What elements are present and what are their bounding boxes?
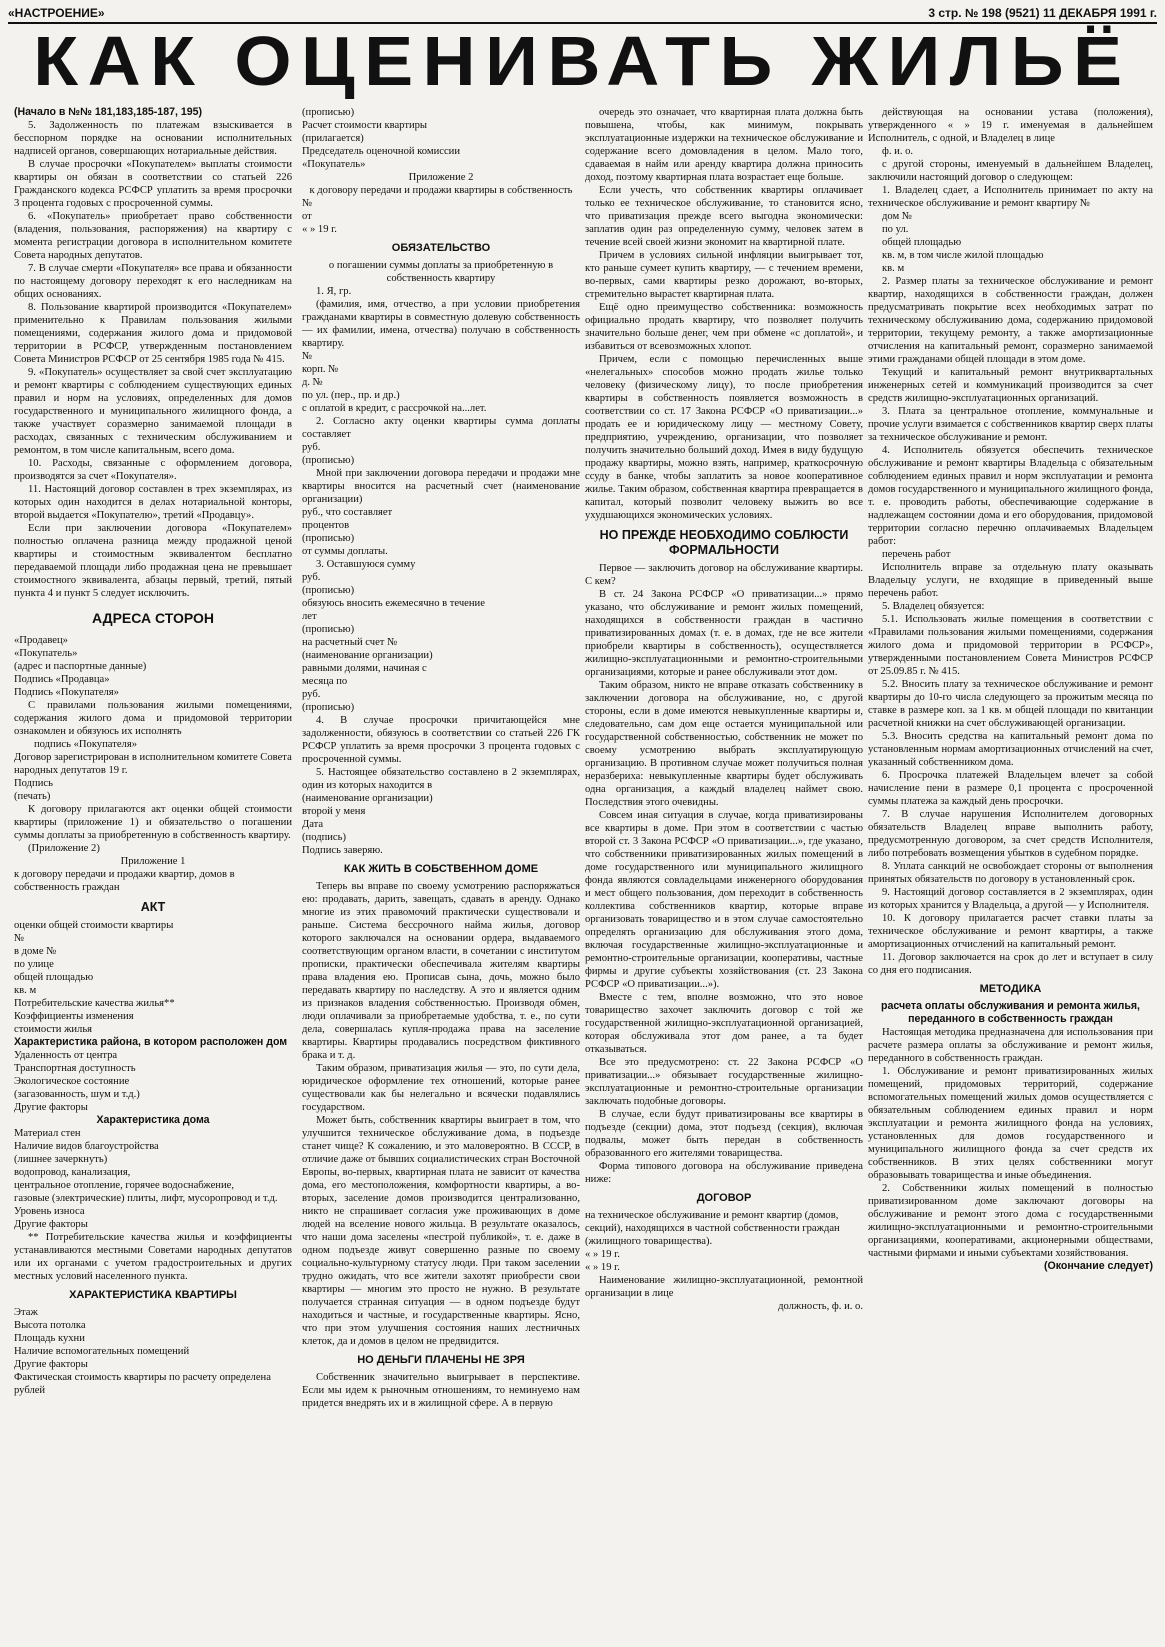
- text-line: месяца по: [302, 676, 348, 687]
- intro-note: (Начало в №№ 181,183,185-187, 195): [14, 106, 203, 118]
- text-line: 8. Уплата санкций не освобождает стороны от выполнения принятых обязательств по договору в установленный срок.: [868, 861, 1153, 885]
- text-line: Форма типового договора на обслуживание приведена ниже:: [585, 1161, 863, 1185]
- text-line: 5.1. Использовать жилые помещения в соответствии с «Правилами пользования жилыми помещениями, содержания жилого дома и придомовой территории в РСФСР», утвержденными постановлением Совета Министров РСФСР от 25.09.85 г. № 415.: [868, 614, 1153, 677]
- column-2: [302, 106, 580, 1641]
- obl-p2: 2. Согласно акту оценки квартиры сумма доплаты составляет: [302, 416, 580, 440]
- text-line: на расчетный счет №: [302, 637, 398, 648]
- col4-paras: [868, 106, 1153, 977]
- text-line: действующая на основании устава (положения), утвержденного « » 19 г. именуемая в дальнейшем Исполнитель, с одной, и Владелец в лице: [868, 107, 1153, 144]
- text-line: от суммы доплаты.: [302, 546, 388, 557]
- text-line: (лишнее зачеркнуть): [14, 1154, 108, 1165]
- addr-lines: [14, 634, 292, 699]
- text-line: Исполнитель вправе за отдельную плату оказывать Владельцу услуги, не входящие в приведенный выше перечень работ.: [868, 562, 1153, 599]
- no-lines: [302, 197, 580, 236]
- text-line: 8. Пользование квартирой производится «Покупателем» применительно к Правилам пользования жилыми помещениями, содержания жилого дома и придомовой территории в РСФСР, утвержденным постановлением Совета Министров РСФСР от 25 сентября 1985 года № 415.: [14, 302, 292, 365]
- col1-paras: [14, 119, 292, 600]
- text-line: стоимости жилья: [14, 1024, 93, 1035]
- text-line: корп. №: [302, 364, 339, 375]
- flat-title: ХАРАКТЕРИСТИКА КВАРТИРЫ: [69, 1289, 237, 1301]
- text-line: кв. м: [882, 263, 905, 274]
- act-title: АКТ: [140, 900, 166, 914]
- text-line: руб.: [302, 689, 321, 700]
- text-line: 5. Задолженность по платежам взыскивается в бесспорном порядке на основании исполнительных надписей органов, совершающих нотариальные действия.: [14, 120, 292, 157]
- text-line: Подпись «Продавца»: [14, 674, 110, 685]
- col3-paras2: [585, 562, 863, 1186]
- text-line: 6. Просрочка платежей Владельцем влечет за собой начисление пени в размере 0,1 процента с просроченной суммы платежа за каждый день просрочки.: [868, 770, 1153, 807]
- live-title: КАК ЖИТЬ В СОБСТВЕННОМ ДОМЕ: [343, 863, 539, 875]
- text-line: Потребительские качества жилья**: [14, 998, 175, 1009]
- flat-lines: [14, 1306, 292, 1397]
- text-line: 10. Расходы, связанные с оформлением договора, производятся за счет «Покупателя».: [14, 458, 292, 482]
- text-line: обязуюсь вносить ежемесячно в течение: [302, 598, 485, 609]
- text-line: Уровень износа: [14, 1206, 85, 1217]
- text-line: Другие факторы: [14, 1219, 88, 1230]
- obl-p1: 1. Я, гр.: [316, 286, 352, 297]
- text-line: Первое — заключить договор на обслуживание квартиры. С кем?: [585, 563, 863, 587]
- text-line: (прописью): [302, 533, 355, 544]
- dog-title: ДОГОВОР: [696, 1192, 752, 1204]
- rules-text: С правилами пользования жилыми помещениями, содержания жилого дома и придомовой территории ознакомлен и обязуюсь их исполнять: [14, 700, 292, 737]
- text-line: 6. «Покупатель» приобретает право собственности (владения, пользования, распоряжения) на квартиру с момента регистрации договора в исполнительном комитете Совета народных депутатов.: [14, 211, 292, 261]
- col4-paras2: [868, 1026, 1153, 1260]
- text-line: « » 19 г.: [302, 224, 337, 235]
- method-title: МЕТОДИКА: [979, 983, 1042, 995]
- text-line: «Покупатель»: [302, 159, 366, 170]
- obl-p4: 4. В случае просрочки причитающейся мне задолженности, обязуюсь в соответствии со статьей 226 ГК РСФСР уплатить за время просрочки 3 процента годовых с просроченной суммы.: [302, 715, 580, 765]
- house-lines: [14, 1127, 292, 1231]
- text-line: процентов: [302, 520, 350, 531]
- text-line: Транспортная доступность: [14, 1063, 136, 1074]
- text-line: Высота потолка: [14, 1320, 86, 1331]
- text-line: Вместе с тем, вполне возможно, что это новое товарищество захочет заключить договор с той же государственной жилищно-эксплуатационной организацией, которая обслуживала этот дом ранее, а та будет отказываться.: [585, 992, 863, 1055]
- text-line: Наличие видов благоустройства: [14, 1141, 159, 1152]
- text-line: В ст. 24 Закона РСФСР «О приватизации...» прямо указано, что обслуживание и ремонт жилых помещений, находящихся в собственности граждан в частично приватизированных домах (т. е. в домах, где не все жители приобрели квартиры в собственность), осуществляется жилищно-эксплуатационными и ремонтно-строительными организациями, которые и ранее обслуживали этот дом.: [585, 589, 863, 678]
- sign-label: Подпись: [14, 778, 53, 789]
- text-line: Причем в условиях сильной инфляции выигрывает тот, кто раньше сумеет купить квартиру, — с течением времени, во-первых, сами квартиры резко дорожают, во-вторых, стремительно вырастет квартирная плата.: [585, 250, 863, 300]
- text-line: «Продавец»: [14, 635, 68, 646]
- text-line: Другие факторы: [14, 1102, 88, 1113]
- column-4: [868, 106, 1153, 1641]
- district-lines: [14, 1049, 292, 1114]
- district-title: Характеристика района, в котором расположен дом: [14, 1036, 288, 1048]
- text-line: «Покупатель»: [14, 648, 78, 659]
- dog-end2: должность, ф. и. о.: [778, 1301, 863, 1312]
- text-line: равными долями, начиная с: [302, 663, 427, 674]
- form-title: НО ПРЕЖДЕ НЕОБХОДИМО СОБЛЮСТИ ФОРМАЛЬНОСТИ: [599, 528, 849, 557]
- text-line: Может быть, собственник квартиры выиграет в том, что улучшится техническое обслуживание дома, в подъезде станет чище? К сожалению, и это маловероятно. В СССР, в отличие даже от бывших социалистических стран Восточной Европы, во-первых, квартирная плата не зависит от качества дома, его местоположения, комфортности квартиры, а во-вторых, заселение домов производится централизованно, никто не спрашивает согласия уже проживающих в доме людей на вселение нового жильца. В результате оказалось, что наши дома заселены «пестрой публикой», т. е. даже в одном подъезде живут совершенно разные по своему социально-культурному статусу люди. При таком заселении трудно ожидать, что все жители захотят приобрести свои квартиры — многим это просто не нужно. В результате получается странная ситуация — в одном подъезде будут находиться и частные, и государственные квартиры. Ясно, что при этом улучшения состояния наших лестничных клеток, да и домов в целом не предвидится.: [302, 1115, 580, 1347]
- text-line: (прописью): [302, 107, 355, 118]
- dog-sub: на техническое обслуживание и ремонт квартир (домов, секций), находящихся в частной собственности граждан (жилищного товарищества).: [585, 1210, 840, 1247]
- text-line: д. №: [302, 377, 323, 388]
- live-paras: [302, 880, 580, 1348]
- obl-p2-lines2: [302, 506, 580, 558]
- obl-p3: 3. Оставшуюся сумму: [316, 559, 416, 570]
- text-line: по улице: [14, 959, 54, 970]
- text-line: Экологическое состояние: [14, 1076, 130, 1087]
- text-line: газовые (электрические) плиты, лифт, мусоропровод и т.д.: [14, 1193, 278, 1204]
- text-line: Подпись «Покупателя»: [14, 687, 119, 698]
- text-line: 11. Настоящий договор составлен в трех экземплярах, из которых один находится в делах нотариальной конторы, второй выдается «Покупателю», третий «Продавцу».: [14, 484, 292, 521]
- col2-top-lines: [302, 106, 580, 171]
- date-lines: [585, 1248, 863, 1274]
- obl-p2b: Мной при заключении договора передачи и продажи мне квартиры вносится на расчетный счет (наименование организации): [302, 468, 580, 505]
- money-title: НО ДЕНЬГИ ПЛАЧЕНЫ НЕ ЗРЯ: [357, 1354, 525, 1366]
- text-line: кв. м: [14, 985, 37, 996]
- text-line: оценки общей стоимости квартиры: [14, 920, 174, 931]
- issue-info: 3 стр. № 198 (9521) 11 ДЕКАБРЯ 1991 г.: [928, 6, 1157, 20]
- column-1: [14, 106, 292, 1641]
- text-line: 10. К договору прилагается расчет ставки платы за техническое обслуживание и ремонт квартиры, а также амортизационных отчислений на капитальный ремонт.: [868, 913, 1153, 950]
- text-line: 5.2. Вносить плату за техническое обслуживание и ремонт квартиры до 10-го числа следующего за прожитым месяца по ставке в размере коп. за 1 кв. м общей площади по квитанции расчетной книжки на счет обслуживающей организации.: [868, 679, 1153, 729]
- app1-label: Приложение 1: [120, 856, 186, 867]
- text-line: 9. «Покупатель» осуществляет за свой счет эксплуатацию и ремонт квартиры с соблюдением существующих единых правил и норм на условиях, определенных для домов государственного и муниципального жилищного фонда, а также участвует соразмерно занимаемой площади в расходах, связанных с техническим обслуживанием и ремонтом, в том числе капитальным, всего дома.: [14, 367, 292, 456]
- app2-label: Приложение 2: [408, 172, 474, 183]
- text-line: В случае, если будут приватизированы все квартиры в подъезде (секции) дома, этот подъезд (секция), включая подвалы, может быть передан в собственность образованного его жителями товарищества.: [585, 1109, 863, 1159]
- text-line: « » 19 г.: [585, 1262, 620, 1273]
- text-line: 1. Обслуживание и ремонт приватизированных жилых помещений, придомовых территорий, содержание вспомогательных помещений жилых домов осуществляется с обязательным соблюдением единых правил и норм эксплуатации и ремонта жилищного фонда на условиях, установленных для домов государственного и муниципального жилищного фонда за счет средств их собственников. В этих целях собственники могут образовывать товарищества и иные объединения.: [868, 1066, 1153, 1181]
- text-line: Совсем иная ситуация в случае, когда приватизированы все квартиры в доме. При этом в соответствии с частью второй ст. 3 Закона РСФСР «О приватизации...», где указано, что собственники приватизированных жилых помещений в доме государственного или муниципального жилищного фонда являются совладельцами инженерного оборудования и мест общего пользования, дом переходит в собственность коллектива собственников квартир, которые вправе организовать товарищество и в этом случае самостоятельно определять организацию для обслуживания этого дома, включая государственные жилищно-эксплуатационные и ремонтно-строительные организации, кооперативы, частные фирмы и другие субъекты хозяйствования (ст. 23 Закона РСФСР «О приватизации...»).: [585, 810, 863, 990]
- text-line: 3. Плата за центральное отопление, коммунальные и прочие услуги взимается с собственников квартир сверх платы за техническое обслуживание и ремонт.: [868, 406, 1153, 443]
- attach-text: К договору прилагаются акт оценки общей стоимости квартиры (приложение 1) и обязательство о погашении суммы доплаты за приобретенную в собственность квартиру.: [14, 804, 292, 841]
- text-line: (загазованность, шум и т.д.): [14, 1089, 140, 1100]
- text-line: лет: [302, 611, 317, 622]
- text-line: дом №: [882, 211, 912, 222]
- text-line: руб.: [302, 442, 321, 453]
- text-line: Если при заключении договора «Покупателем» полностью оплачена разница между продажной ценой квартиры и стоимостным эквивалентом бесплатно передаваемой площади либо продажная цена не превышает стоимостного эквивалента, абзацы первый, третий, пятый пункта 4 и пункт 5 следует исключить.: [14, 523, 292, 599]
- footnote: ** Потребительские качества жилья и коэффициенты устанавливаются местными Советами народных депутатов или их органами с учетом градостроительных и других местных условий населенного пункта.: [14, 1232, 292, 1282]
- text-line: 2. Размер платы за техническое обслуживание и ремонт квартир, находящихся в собственности граждан, должен предусматривать покрытие всех необходимых затрат по техническому обслуживанию дома, содержанию придомовой территории, текущему ремонту, а также амортизационные отчисления на капитальный ремонт, соразмерно занимаемой этими гражданами общей площади в этом доме.: [868, 276, 1153, 365]
- text-line: Коэффициенты изменения: [14, 1011, 134, 1022]
- text-line: (адрес и паспортные данные): [14, 661, 147, 672]
- text-line: Материал стен: [14, 1128, 81, 1139]
- text-line: с другой стороны, именуемый в дальнейшем Владелец, заключили настоящий договор о следующем:: [868, 159, 1153, 183]
- text-line: 2. Собственники жилых помещений в полностью приватизированном доме заключают договоры на обслуживание и ремонт этого дома с государственными жилищно-эксплуатационными и ремонтно-строительными организациями, кооперативами, акционерными обществами, частными фирмами и иными субъектами хозяйствования.: [868, 1183, 1153, 1259]
- text-line: рублей: [14, 1385, 46, 1396]
- text-line: №: [302, 198, 313, 209]
- text-line: Теперь вы вправе по своему усмотрению распоряжаться ею: продавать, дарить, завещать, сдавать в аренду. Однако многие из этих правомочий практически существовали и раньше. Система бессрочного найма жилья, договор которого заключался на основании ордера, выдаваемого соответствующим органом власти, в сочетании с институтом прописки, практически обеспечивала жителям квартиры права владения ею. Прописав сына, дочь, можно было передавать квартиру по наследству. А это и является одним из признаков владения собственностью. Производя обмен, люди оплачивали за приобретаемые удобства, т. е., по сути дела, совершалась купля-продажа права на заселение квартиры. Квартиры продавались посредством фиктивного брака и т. д.: [302, 881, 580, 1061]
- text-line: с оплатой в кредит, с рассрочкой на...лет.: [302, 403, 487, 414]
- text-line: (прописью): [302, 702, 355, 713]
- seal-label: (печать): [14, 791, 51, 802]
- text-line: 9. Настоящий договор составляется в 2 экземплярах, один из которых хранится у Владельца, а другой — у Исполнителя.: [868, 887, 1153, 911]
- text-line: второй у меня: [302, 806, 366, 817]
- obl-p5: 5. Настоящее обязательство составлено в 2 экземплярах, один из которых находится в: [302, 767, 580, 791]
- ending: (Окончание следует): [1043, 1260, 1153, 1272]
- obl-p1b: (фамилия, имя, отчество, а при условии приобретения гражданами квартиры в совместную долевую собственность — их фамилии, имена, отчества) получаю в собственность квартиру.: [302, 299, 580, 349]
- text-line: Наличие вспомогательных помещений: [14, 1346, 190, 1357]
- text-line: « » 19 г.: [585, 1249, 620, 1260]
- text-line: Ещё одно преимущество собственника: возможность официально продать квартиру, что позволяет получить значительно больше денег, чем при обмене «с доплатой», и избавиться от всевозможных хлопот.: [585, 302, 863, 352]
- text-line: Председатель оценочной комиссии: [302, 146, 461, 157]
- text-line: Подпись заверяю.: [302, 845, 383, 856]
- headline: КАК ОЦЕНИВАТЬ ЖИЛЬЁ: [33, 22, 1132, 100]
- money-para: Собственник значительно выигрывает в перспективе. Если мы идем к рыночным отношениям, то неминуемо нам придется внедрять их и в жилищной сфере. А в первую: [302, 1372, 580, 1409]
- text-line: водопровод, канализация,: [14, 1167, 131, 1178]
- text-line: 7. В случае смерти «Покупателя» все права и обязанности по настоящему договору переходят к его наследникам на общих основаниях.: [14, 263, 292, 300]
- obl-title: ОБЯЗАТЕЛЬСТВО: [391, 242, 491, 254]
- app1-to: к договору передачи и продажи квартир, домов в собственность граждан: [14, 869, 235, 893]
- text-line: 1. Владелец сдает, а Исполнитель принимает по акту на техническое обслуживание и ремонт квартиру №: [868, 185, 1153, 209]
- text-line: Другие факторы: [14, 1359, 88, 1370]
- text-line: по ул.: [882, 224, 909, 235]
- text-line: Этаж: [14, 1307, 38, 1318]
- text-line: Все это предусмотрено: ст. 22 Закона РСФСР «О приватизации...» обязывает государственные жилищно-эксплуатационные и ремонтно-строительные организации заключать подобные договоры.: [585, 1057, 863, 1107]
- text-line: 11. Договор заключается на срок до лет и вступает в силу со дня его подписания.: [868, 952, 1153, 976]
- text-line: руб., что составляет: [302, 507, 393, 518]
- obl-p5-lines: [302, 792, 580, 857]
- text-line: Фактическая стоимость квартиры по расчету определена: [14, 1372, 271, 1383]
- text-line: Таким образом, никто не вправе отказать собственнику в заключении договора на обслуживание, но, с другой стороны, если в доме имеются невыкупленные квартиры и, следовательно, сам дом еще остается муниципальной или государственной собственностью, собственник не может по своему усмотрению выбрать эксплуатирующую организацию. В противном случае может получиться полная неразбериха: невыкупленные квартиры будет обслуживать одна организация, а каждый владелец наймет свою. Последствия этого очевидны.: [585, 680, 863, 808]
- text-line: кв. м, в том числе жилой площадью: [882, 250, 1044, 261]
- text-line: 7. В случае нарушения Исполнителем договорных обязательств Владелец вправе выполнить работу, предусмотренную договором, за счет средств Исполнителя, либо потребовать возмещения убытков в судебном порядке.: [868, 809, 1153, 859]
- column-3: [585, 106, 863, 1641]
- obl-p3-lines: [302, 571, 580, 714]
- text-line: перечень работ: [882, 549, 951, 560]
- text-line: Удаленность от центра: [14, 1050, 118, 1061]
- dog-end: Наименование жилищно-эксплуатационной, ремонтной организации в лице: [585, 1275, 863, 1299]
- method-sub: расчета оплаты обслуживания и ремонта жилья, переданного в собственность граждан: [881, 1000, 1140, 1025]
- act-lines: [14, 919, 292, 1036]
- text-line: Если учесть, что собственник квартиры оплачивает только ее техническое обслуживание, то становится ясно, что приватизация прежде всего выгодна экономически: заплатив один раз определенную сумму, человек затем в течение всей своей жизни экономит на квартирной плате.: [585, 185, 863, 248]
- text-line: в доме №: [14, 946, 57, 957]
- text-line: (прописью): [302, 585, 355, 596]
- app2-to: к договору передачи и продажи квартиры в собственность: [309, 185, 573, 196]
- text-line: ф. и. о.: [882, 146, 914, 157]
- attach-app2: (Приложение 2): [28, 843, 100, 854]
- text-line: центральное отопление, горячее водоснабжение,: [14, 1180, 234, 1191]
- text-line: от: [302, 211, 312, 222]
- text-line: 5. Владелец обязуется:: [882, 601, 985, 612]
- obl-addr-lines: [302, 350, 580, 415]
- text-line: В случае просрочки «Покупателем» выплаты стоимости квартиры он обязан в соответствии со статьей 226 Гражданского кодекса РСФСР уплатить за время просрочки 3 процента годовых с просроченной суммы.: [14, 159, 292, 209]
- text-line: (подпись): [302, 832, 346, 843]
- text-line: 5.3. Вносить средства на капитальный ремонт дома по установленным нормам амортизационных отчислений на счет, указанный собственником дома.: [868, 731, 1153, 768]
- text-line: Текущий и капитальный ремонт внутриквартальных инженерных сетей и коммуникаций производится за счет средств жилищно-эксплуатационных организаций.: [868, 367, 1153, 404]
- house-title: Характеристика дома: [96, 1114, 210, 1126]
- text-line: Причем, если с помощью перечисленных выше «нелегальных» способов можно продать жилье только человеку (физическому лицу), то после приобретения квартиры в собственность появляется возможность в соответствии со ст. 17 Закона РСФСР «О приватизации...» продать ее и юридическому лицу — местному Совету, предприятию, учреждению, организации, что позволяет получить значительно больший доход. Имея в виду будущую продажу квартиры, можно взять, например, краткосрочную ссуду в банке, чтобы заплатить за новое кооперативное жилье. Таким образом, собственная квартира превращается в капитал, который позволит человеку выжить во все ухудшающихся экономических условиях.: [585, 354, 863, 521]
- text-line: №: [302, 351, 313, 362]
- section-label: «НАСТРОЕНИЕ»: [8, 6, 105, 20]
- text-line: по ул. (пер., пр. и др.): [302, 390, 400, 401]
- text-line: руб.: [302, 572, 321, 583]
- text-line: 4. Исполнитель обязуется обеспечить техническое обслуживание и ремонт квартиры Владельца с обязательным соблюдением единых правил и норм эксплуатации и ремонта домов государственного и муниципального жилищного фонда, т. е. проводить работы, обеспечивающие содержание в надлежащем состоянии дома и его оборудования, придомовой территории согласно перечню оплачиваемых Владельцем работ:: [868, 445, 1153, 547]
- text-line: очередь это означает, что квартирная плата должна быть повышена, чтобы, как минимум, покрывать эксплуатационные издержки на техническое обслуживание и содержание всего домовладения в целом. Мало того, сдаваемая в найм или аренду квартира должна приносить доход, поэтому квартирная плата возрастает еще больше.: [585, 107, 863, 183]
- text-line: №: [14, 933, 25, 944]
- registered: Договор зарегистрирован в исполнительном комитете Совета народных депутатов 19 г.: [14, 752, 292, 776]
- text-line: (прописью): [302, 624, 355, 635]
- text-line: (наименование организации): [302, 793, 433, 804]
- text-line: (прописью): [302, 455, 355, 466]
- sign-buyer: подпись «Покупателя»: [34, 739, 137, 750]
- text-line: общей площадью: [14, 972, 94, 983]
- text-line: Таким образом, приватизация жилья — это, по сути дела, юридическое оформление тех отношений, которые ранее существовали как бы нелегально и всячески подавлялись государством.: [302, 1063, 580, 1113]
- obl-p2-lines: [302, 441, 580, 467]
- text-line: Дата: [302, 819, 324, 830]
- addr-title: АДРЕСА СТОРОН: [91, 610, 215, 626]
- col3-paras: [585, 106, 863, 522]
- text-line: Площадь кухни: [14, 1333, 85, 1344]
- text-line: общей площадью: [882, 237, 962, 248]
- obl-sub: о погашении суммы доплаты за приобретенную в собственность квартиру: [328, 260, 554, 284]
- text-line: Настоящая методика предназначена для использования при расчете размера оплаты за обслуживание и ремонт жилья, переданного в собственность граждан.: [868, 1027, 1153, 1064]
- text-line: Расчет стоимости квартиры: [302, 120, 428, 131]
- text-line: (прилагается): [302, 133, 364, 144]
- text-line: (наименование организации): [302, 650, 433, 661]
